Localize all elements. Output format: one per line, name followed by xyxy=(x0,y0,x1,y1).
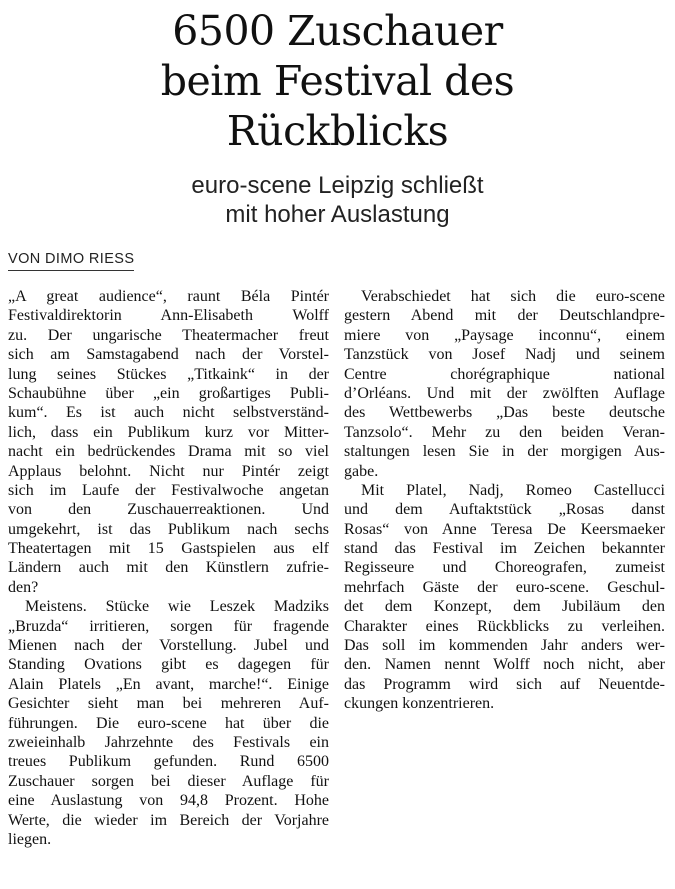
text-line: Das soll im kommenden Jahr anders wer- xyxy=(344,637,665,655)
text-line: den? xyxy=(8,578,39,596)
text-line: treues Publikum gefunden. Rund 6500 xyxy=(8,753,329,771)
text-line: „Bruzda“ irritieren, sorgen für fragende xyxy=(8,617,329,635)
text-line: „A great audience“, raunt Béla Pintér xyxy=(8,288,329,305)
text-line: lich, dass ein Publikum kurz vor Mitter- xyxy=(8,423,329,441)
text-line: Werte, die wieder im Bereich der Vorjahre xyxy=(8,811,329,829)
headline-line: 6500 Zuschauer xyxy=(172,7,503,55)
headline-line: Rückblicks xyxy=(226,107,449,155)
text-line: liegen. xyxy=(8,830,52,848)
text-line: Meistens. Stücke wie Leszek Madziks xyxy=(25,598,329,616)
text-line: Festivaldirektorin Ann-Elisabeth Wolff xyxy=(8,307,329,325)
text-line: sich am Samstagabend nach der Vorstel- xyxy=(8,346,329,364)
subheadline-line: euro-scene Leipzig schließt xyxy=(191,172,484,199)
text-line: und dem Auftaktstück „Rosas danst xyxy=(344,501,665,519)
text-line: umgekehrt, ist das Publikum nach sechs xyxy=(8,520,329,538)
text-line: Verabschiedet hat sich die euro-scene xyxy=(361,288,665,305)
text-line: d’Orléans. Und mit der zwölften Auflage xyxy=(344,384,665,402)
text-line: den. Namen nennt Wolff noch nicht, aber xyxy=(344,656,665,674)
text-line: gestern Abend mit der Deutschlandpre- xyxy=(344,307,665,325)
text-line: von den Zuschauerreaktionen. Und xyxy=(8,501,329,519)
text-line: Schaubühne über „ein großartiges Publi- xyxy=(8,384,329,402)
text-line: mehrfach Gäste der euro-scene. Geschul- xyxy=(344,578,665,596)
text-line: Tanzsolo“. Mehr zu den beiden Veran- xyxy=(344,423,665,441)
text-line: Mit Platel, Nadj, Romeo Castellucci xyxy=(361,481,665,499)
text-line: Rosas“ von Anne Teresa De Keersmaeker xyxy=(344,520,665,538)
text-line: gabe. xyxy=(344,462,379,480)
text-line: eine Auslastung von 94,8 Prozent. Hohe xyxy=(8,792,329,810)
text-line: staltungen lesen Sie in der morgigen Aus- xyxy=(344,443,665,461)
text-line: Tanzstück von Josef Nadj und seinem xyxy=(344,346,665,364)
text-line: sich im Laufe der Festivalwoche angetan xyxy=(8,481,329,499)
text-line: miere von „Paysage inconnu“, einem xyxy=(344,326,665,344)
text-line: Charakter eines Rückblicks zu verleihen. xyxy=(344,617,665,635)
text-line: Zuschauer sorgen bei dieser Auflage für xyxy=(8,772,329,790)
text-line: Regisseure und Choreografen, zumeist xyxy=(344,559,665,577)
headline-line: beim Festival des xyxy=(160,57,515,105)
text-line: Gesichter sieht man bei mehreren Auf- xyxy=(8,695,329,713)
text-line: Standing Ovations gibt es dagegen für xyxy=(8,656,329,674)
text-line: kum“. Es ist auch nicht selbstverständ- xyxy=(8,404,329,422)
text-line: Mienen nach der Vorstellung. Jubel und xyxy=(8,637,329,655)
byline: VON DIMO RIESS xyxy=(8,251,134,271)
text-line: stand das Festival im Zeichen bekannter xyxy=(344,540,665,558)
text-line: lung seines Stückes „Titkaink“ in der xyxy=(8,365,329,383)
text-line: Theatertagen mit 15 Gastspielen aus elf xyxy=(8,540,329,558)
text-line: zu. Der ungarische Theatermacher freut xyxy=(8,326,329,344)
left-column xyxy=(8,287,329,849)
text-line: des Wettbewerbs „Das beste deutsche xyxy=(344,404,665,422)
text-line: führungen. Die euro-scene hat über die xyxy=(8,714,329,732)
text-line: Alain Platels „En avant, marche!“. Einige xyxy=(8,675,329,693)
text-line: Centre chorégraphique national xyxy=(344,365,665,383)
text-line: ckungen konzentrieren. xyxy=(344,695,495,713)
text-line: zweieinhalb Jahrzehnte des Festivals ein xyxy=(8,733,329,751)
right-column xyxy=(344,287,665,714)
text-line: Applaus belohnt. Nicht nur Pintér zeigt xyxy=(8,462,329,480)
headline xyxy=(0,6,675,156)
text-line: nacht ein bedrückendes Drama mit so viel xyxy=(8,443,329,461)
text-line: Ländern auch mit den Künstlern zufrie- xyxy=(8,559,329,577)
subheadline-line: mit hoher Auslastung xyxy=(225,201,450,228)
text-line: det dem Konzept, dem Jubiläum den xyxy=(344,598,665,616)
subheadline xyxy=(0,171,675,229)
text-line: das Programm wird sich auf Neuentde- xyxy=(344,675,665,693)
